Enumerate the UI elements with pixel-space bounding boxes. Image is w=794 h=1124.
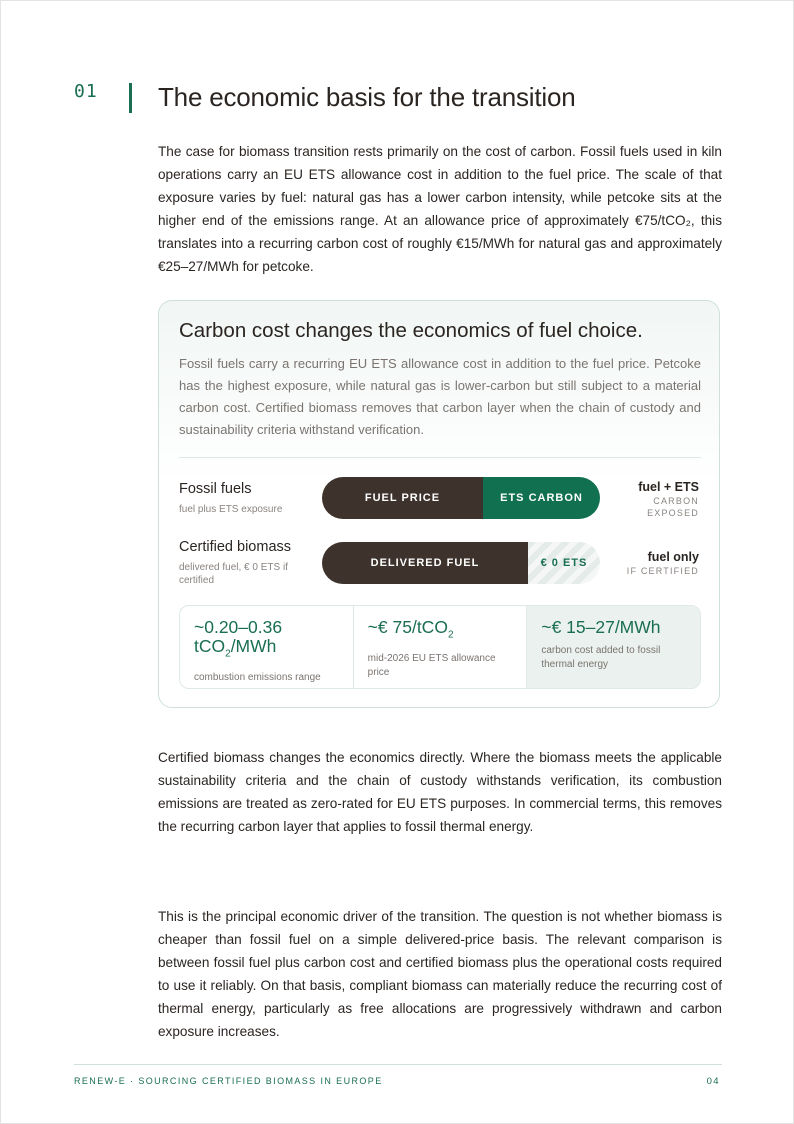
stat-value: ~€ 15–27/MWh	[541, 617, 661, 637]
card-divider	[179, 457, 701, 458]
fossil-row-result	[629, 480, 699, 519]
biomass-row-result	[627, 550, 699, 578]
biomass-result-main: fuel only	[647, 550, 699, 564]
fuel-price-segment: FUEL PRICE	[322, 477, 483, 519]
zero-ets-segment: € 0 ETS	[528, 542, 600, 584]
biomass-result-sub: IF CERTIFIED	[626, 566, 699, 576]
biomass-cost-bar	[322, 542, 600, 584]
biomass-row-sub: delivered fuel, € 0 ETS if certified	[179, 562, 288, 586]
stat-allowance-price	[354, 606, 528, 688]
stat-label: mid-2026 EU ETS allowance price	[367, 652, 496, 678]
fossil-result-sub: CARBON EXPOSED	[647, 496, 699, 518]
fossil-result-main: fuel + ETS	[638, 480, 699, 494]
card-description: Fossil fuels carry a recurring EU ETS allowance cost in addition to the fuel price. Petcoke has the highest exposure, while natural gas is lower-carbon but still subject to a material carbon cost. Certified biomass removes that carbon layer when the chain of custody and sustainability criteria withstand verification.	[179, 356, 701, 437]
ets-carbon-segment: ETS CARBON	[483, 477, 600, 519]
fossil-row-sub: fuel plus ETS exposure	[179, 504, 283, 515]
stat-label: combustion emissions range	[194, 671, 321, 683]
intro-paragraph: The case for biomass transition rests primarily on the cost of carbon. Fossil fuels used in kiln operations carry an EU ETS allowance cost in addition to the fuel price. The scale of that exposure varies by fuel: natural gas has a lower carbon intensity, while petcoke sits at the higher end of the emissions range. At an allowance price of approximately €75/tCO₂, this translates into a recurring carbon cost of roughly €15/MWh for natural gas and approximately €25–27/MWh for petcoke.	[158, 144, 722, 274]
footer-title: RENEW-E · SOURCING CERTIFIED BIOMASS IN EUROPE	[74, 1076, 383, 1086]
stat-value: ~€ 75/tCO$_2$	[367, 617, 454, 641]
section-number: 01	[74, 81, 98, 102]
stat-label: carbon cost added to fossil thermal energy	[541, 645, 661, 670]
fossil-cost-bar	[322, 477, 600, 519]
page-number: 04	[706, 1076, 720, 1087]
section-accent-bar	[129, 83, 132, 113]
middle-paragraph: Certified biomass changes the economics directly. Where the biomass meets the applicable sustainability criteria and the chain of custody withstands verification, its combustion emissions are treated as zero-rated for EU ETS purposes. In commercial terms, this removes the recurring carbon layer that applies to fossil thermal energy.	[158, 750, 722, 834]
biomass-row-name: Certified biomass	[179, 539, 292, 555]
footer-divider	[74, 1064, 722, 1065]
stat-emissions-range	[180, 606, 354, 688]
closing-paragraph: This is the principal economic driver of the transition. The question is not whether biomass is cheaper than fossil fuel on a simple delivered-price basis. The relevant comparison is between fossil fuel plus carbon cost and certified biomass plus the operational costs required to use it reliably. On that basis, compliant biomass can materially reduce the recurring cost of thermal energy, particularly as free allocations are progressively withdrawn and carbon exposure increases.	[158, 909, 722, 1039]
section-title: The economic basis for the transition	[158, 82, 576, 112]
carbon-cost-card	[158, 300, 720, 708]
fossil-row-name: Fossil fuels	[179, 481, 252, 497]
stat-carbon-cost	[527, 606, 700, 688]
biomass-row-label	[179, 539, 304, 587]
stat-value: ~0.20–0.36 tCO$_2$/MWh	[194, 617, 283, 660]
key-figures	[179, 605, 701, 689]
card-title: Carbon cost changes the economics of fuel choice.	[179, 319, 643, 342]
fossil-row-label	[179, 481, 304, 516]
delivered-fuel-segment: DELIVERED FUEL	[322, 542, 528, 584]
